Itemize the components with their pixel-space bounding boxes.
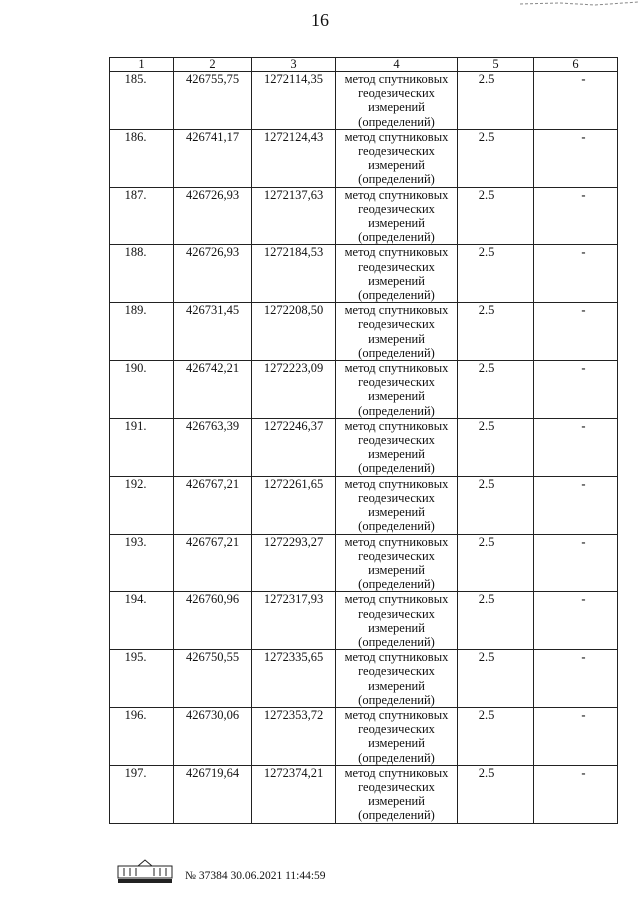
- method-text: метод спутниковых геодезических измерений (определений): [336, 303, 458, 361]
- accuracy-value: 2.5: [458, 650, 534, 708]
- point-number: 189.: [110, 303, 174, 361]
- method-text: метод спутниковых геодезических измерений (определений): [336, 765, 458, 823]
- table-row: [110, 765, 618, 823]
- point-number: 197.: [110, 765, 174, 823]
- header-col-1: 1: [110, 58, 174, 72]
- method-text: метод спутниковых геодезических измерений (определений): [336, 129, 458, 187]
- accuracy-value: 2.5: [458, 476, 534, 534]
- point-number: 185.: [110, 72, 174, 130]
- table-row: [110, 361, 618, 419]
- x-coordinate: 426731,45: [174, 303, 252, 361]
- method-text: метод спутниковых геодезических измерений (определений): [336, 418, 458, 476]
- x-coordinate: 426730,06: [174, 707, 252, 765]
- table-row: [110, 650, 618, 708]
- point-number: 194.: [110, 592, 174, 650]
- y-coordinate: 1272124,43: [252, 129, 336, 187]
- note-value: -: [534, 476, 618, 534]
- registration-stamp: № 37384 30.06.2021 11:44:59: [185, 870, 326, 882]
- table-row: [110, 245, 618, 303]
- point-number: 191.: [110, 418, 174, 476]
- x-coordinate: 426741,17: [174, 129, 252, 187]
- x-coordinate: 426726,93: [174, 187, 252, 245]
- note-value: -: [534, 72, 618, 130]
- table-header-row: [110, 58, 618, 72]
- x-coordinate: 426760,96: [174, 592, 252, 650]
- y-coordinate: 1272246,37: [252, 418, 336, 476]
- method-text: метод спутниковых геодезических измерений (определений): [336, 534, 458, 592]
- method-text: метод спутниковых геодезических измерений (определений): [336, 476, 458, 534]
- x-coordinate: 426767,21: [174, 534, 252, 592]
- table-row: [110, 476, 618, 534]
- point-number: 190.: [110, 361, 174, 419]
- header-col-6: 6: [534, 58, 618, 72]
- accuracy-value: 2.5: [458, 418, 534, 476]
- table-row: [110, 187, 618, 245]
- y-coordinate: 1272293,27: [252, 534, 336, 592]
- accuracy-value: 2.5: [458, 129, 534, 187]
- x-coordinate: 426767,21: [174, 476, 252, 534]
- y-coordinate: 1272335,65: [252, 650, 336, 708]
- method-text: метод спутниковых геодезических измерений (определений): [336, 650, 458, 708]
- y-coordinate: 1272261,65: [252, 476, 336, 534]
- accuracy-value: 2.5: [458, 592, 534, 650]
- accuracy-value: 2.5: [458, 187, 534, 245]
- y-coordinate: 1272184,53: [252, 245, 336, 303]
- method-text: метод спутниковых геодезических измерений (определений): [336, 72, 458, 130]
- table-row: [110, 129, 618, 187]
- x-coordinate: 426750,55: [174, 650, 252, 708]
- accuracy-value: 2.5: [458, 361, 534, 419]
- method-text: метод спутниковых геодезических измерений (определений): [336, 187, 458, 245]
- x-coordinate: 426719,64: [174, 765, 252, 823]
- note-value: -: [534, 592, 618, 650]
- point-number: 187.: [110, 187, 174, 245]
- header-col-2: 2: [174, 58, 252, 72]
- note-value: -: [534, 129, 618, 187]
- header-col-4: 4: [336, 58, 458, 72]
- accuracy-value: 2.5: [458, 765, 534, 823]
- accuracy-value: 2.5: [458, 72, 534, 130]
- note-value: -: [534, 418, 618, 476]
- note-value: -: [534, 361, 618, 419]
- note-value: -: [534, 707, 618, 765]
- y-coordinate: 1272317,93: [252, 592, 336, 650]
- government-building-icon: [116, 858, 174, 884]
- note-value: -: [534, 245, 618, 303]
- y-coordinate: 1272114,35: [252, 72, 336, 130]
- point-number: 192.: [110, 476, 174, 534]
- table-row: [110, 418, 618, 476]
- point-number: 196.: [110, 707, 174, 765]
- method-text: метод спутниковых геодезических измерений (определений): [336, 361, 458, 419]
- x-coordinate: 426755,75: [174, 72, 252, 130]
- note-value: -: [534, 765, 618, 823]
- y-coordinate: 1272353,72: [252, 707, 336, 765]
- footer-seal: [116, 858, 174, 884]
- x-coordinate: 426763,39: [174, 418, 252, 476]
- point-number: 195.: [110, 650, 174, 708]
- x-coordinate: 426726,93: [174, 245, 252, 303]
- accuracy-value: 2.5: [458, 245, 534, 303]
- note-value: -: [534, 303, 618, 361]
- scan-artifact: [500, 0, 640, 20]
- header-col-3: 3: [252, 58, 336, 72]
- coordinates-table: [109, 57, 618, 824]
- table-row: [110, 707, 618, 765]
- y-coordinate: 1272223,09: [252, 361, 336, 419]
- page-number: 16: [311, 10, 329, 30]
- point-number: 193.: [110, 534, 174, 592]
- method-text: метод спутниковых геодезических измерений (определений): [336, 592, 458, 650]
- y-coordinate: 1272137,63: [252, 187, 336, 245]
- y-coordinate: 1272208,50: [252, 303, 336, 361]
- table-row: [110, 72, 618, 130]
- accuracy-value: 2.5: [458, 707, 534, 765]
- note-value: -: [534, 187, 618, 245]
- y-coordinate: 1272374,21: [252, 765, 336, 823]
- table-row: [110, 534, 618, 592]
- table-row: [110, 592, 618, 650]
- accuracy-value: 2.5: [458, 534, 534, 592]
- note-value: -: [534, 534, 618, 592]
- header-col-5: 5: [458, 58, 534, 72]
- method-text: метод спутниковых геодезических измерений (определений): [336, 707, 458, 765]
- method-text: метод спутниковых геодезических измерений (определений): [336, 245, 458, 303]
- accuracy-value: 2.5: [458, 303, 534, 361]
- note-value: -: [534, 650, 618, 708]
- table-row: [110, 303, 618, 361]
- point-number: 186.: [110, 129, 174, 187]
- point-number: 188.: [110, 245, 174, 303]
- x-coordinate: 426742,21: [174, 361, 252, 419]
